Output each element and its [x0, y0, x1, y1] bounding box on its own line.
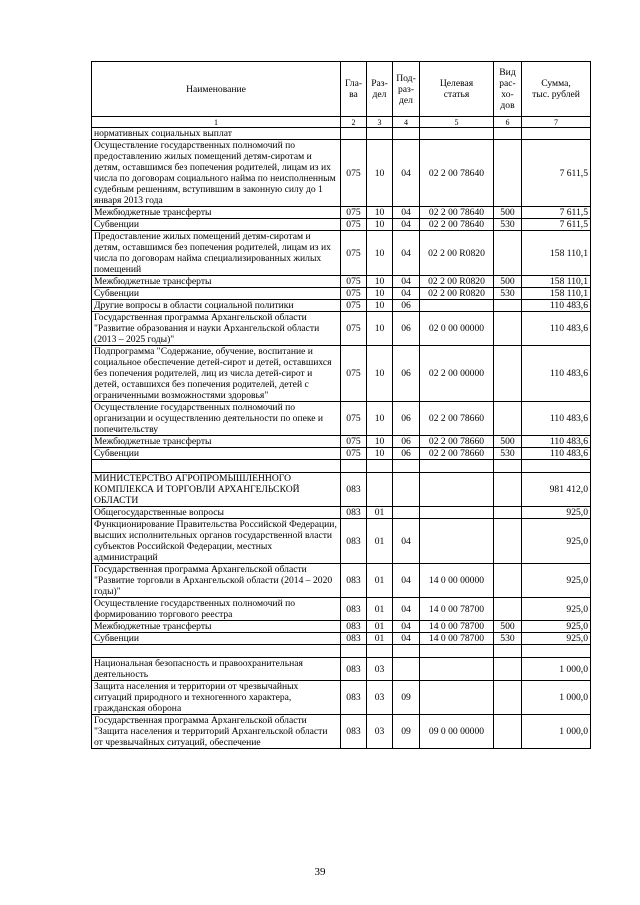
cell-chapter: 083	[341, 564, 367, 598]
cell-expense	[494, 645, 522, 658]
cell-expense: 530	[494, 219, 522, 231]
table-row	[92, 448, 591, 460]
table-row	[92, 598, 591, 621]
cell-sum: 925,0	[522, 598, 591, 621]
table-row	[92, 519, 591, 564]
column-number: 5	[420, 117, 494, 128]
cell-sum: 1 000,0	[522, 681, 591, 715]
cell-section: 10	[367, 402, 393, 436]
cell-section: 10	[367, 276, 393, 288]
cell-name: Субвенции	[92, 219, 341, 231]
table-row	[92, 346, 591, 402]
cell-subsection: 04	[393, 519, 420, 564]
table-row	[92, 312, 591, 346]
cell-subsection: 04	[393, 276, 420, 288]
cell-chapter: 083	[341, 621, 367, 633]
cell-chapter: 083	[341, 507, 367, 519]
cell-chapter: 075	[341, 231, 367, 276]
cell-section: 10	[367, 288, 393, 300]
cell-target: 02 2 00 R0820	[420, 276, 494, 288]
cell-subsection: 09	[393, 715, 420, 749]
cell-section: 01	[367, 507, 393, 519]
budget-table	[91, 61, 591, 749]
cell-name: Субвенции	[92, 288, 341, 300]
table-row	[92, 715, 591, 749]
cell-chapter: 075	[341, 300, 367, 312]
cell-expense	[494, 140, 522, 207]
cell-target: 14 0 00 00000	[420, 564, 494, 598]
cell-expense	[494, 312, 522, 346]
header-target: Целевая статья	[420, 62, 494, 117]
cell-section: 01	[367, 621, 393, 633]
cell-expense	[494, 460, 522, 473]
cell-subsection: 04	[393, 621, 420, 633]
cell-name: Межбюджетные трансферты	[92, 276, 341, 288]
cell-section: 10	[367, 300, 393, 312]
cell-chapter: 083	[341, 598, 367, 621]
cell-subsection: 04	[393, 219, 420, 231]
page-number: 39	[314, 866, 326, 878]
cell-target: 02 2 00 78660	[420, 448, 494, 460]
cell-section: 10	[367, 312, 393, 346]
cell-section	[367, 128, 393, 140]
cell-name: Подпрограмма "Содержание, обучение, воспитание и социальное обеспечение детей-сирот и детей, оставшихся без попечения родителей, лиц из числа детей-сирот и детей, оставшихся без попечения родителей, детей с ограниченными возможностями здоровья"	[92, 346, 341, 402]
cell-chapter: 075	[341, 288, 367, 300]
table-row	[92, 276, 591, 288]
cell-name: Осуществление государственных полномочий по формированию торгового реестра	[92, 598, 341, 621]
cell-sum: 925,0	[522, 621, 591, 633]
cell-subsection	[393, 460, 420, 473]
cell-expense: 500	[494, 207, 522, 219]
cell-chapter: 075	[341, 219, 367, 231]
cell-expense	[494, 473, 522, 507]
cell-sum: 925,0	[522, 633, 591, 645]
cell-subsection: 06	[393, 300, 420, 312]
cell-sum: 110 483,6	[522, 312, 591, 346]
cell-sum: 158 110,1	[522, 276, 591, 288]
cell-subsection: 04	[393, 207, 420, 219]
cell-sum: 1 000,0	[522, 715, 591, 749]
cell-sum: 110 483,6	[522, 402, 591, 436]
cell-target: 14 0 00 78700	[420, 621, 494, 633]
cell-name: Государственная программа Архангельской области "Защита населения и территорий Архангельской области от чрезвычайных ситуаций, обеспечение	[92, 715, 341, 749]
cell-name: Государственная программа Архангельской области "Развитие торговли в Архангельской области (2014 – 2020 годы)"	[92, 564, 341, 598]
cell-sum: 981 412,0	[522, 473, 591, 507]
cell-name: Межбюджетные трансферты	[92, 207, 341, 219]
cell-chapter: 075	[341, 402, 367, 436]
cell-name	[92, 645, 341, 658]
cell-chapter: 075	[341, 346, 367, 402]
cell-subsection	[393, 507, 420, 519]
cell-chapter: 083	[341, 519, 367, 564]
cell-target	[420, 519, 494, 564]
table-row	[92, 564, 591, 598]
cell-name: Национальная безопасность и правоохранительная деятельность	[92, 658, 341, 681]
cell-target	[420, 460, 494, 473]
cell-subsection: 04	[393, 564, 420, 598]
table-row	[92, 633, 591, 645]
cell-chapter	[341, 460, 367, 473]
cell-chapter: 075	[341, 448, 367, 460]
cell-target: 02 2 00 78640	[420, 219, 494, 231]
cell-sum	[522, 645, 591, 658]
cell-chapter: 083	[341, 633, 367, 645]
column-number-row	[92, 117, 591, 128]
cell-target: 02 2 00 78640	[420, 140, 494, 207]
table-body	[92, 128, 591, 749]
cell-section: 10	[367, 231, 393, 276]
cell-target: 02 2 00 78660	[420, 436, 494, 448]
cell-section	[367, 460, 393, 473]
cell-sum: 7 611,5	[522, 207, 591, 219]
cell-subsection: 04	[393, 140, 420, 207]
cell-sum	[522, 460, 591, 473]
table-row	[92, 300, 591, 312]
cell-section: 03	[367, 715, 393, 749]
cell-subsection	[393, 645, 420, 658]
cell-expense	[494, 231, 522, 276]
column-number: 2	[341, 117, 367, 128]
cell-expense: 500	[494, 436, 522, 448]
cell-target: 02 2 00 78640	[420, 207, 494, 219]
table-row	[92, 507, 591, 519]
table-row	[92, 402, 591, 436]
cell-expense	[494, 402, 522, 436]
header-section: Раз- дел	[367, 62, 393, 117]
table-row	[92, 621, 591, 633]
cell-sum: 158 110,1	[522, 288, 591, 300]
table-row	[92, 658, 591, 681]
header-name: Наименование	[92, 62, 341, 117]
cell-subsection: 06	[393, 346, 420, 402]
cell-section: 01	[367, 564, 393, 598]
cell-sum	[522, 128, 591, 140]
cell-section	[367, 473, 393, 507]
cell-chapter: 075	[341, 207, 367, 219]
cell-expense	[494, 507, 522, 519]
table-row	[92, 288, 591, 300]
cell-target	[420, 473, 494, 507]
cell-expense	[494, 300, 522, 312]
cell-section: 10	[367, 436, 393, 448]
cell-target: 02 2 00 R0820	[420, 231, 494, 276]
cell-sum: 925,0	[522, 519, 591, 564]
cell-expense	[494, 519, 522, 564]
table-header	[92, 62, 591, 128]
cell-section: 10	[367, 219, 393, 231]
cell-subsection: 09	[393, 681, 420, 715]
cell-sum: 158 110,1	[522, 231, 591, 276]
cell-chapter	[341, 645, 367, 658]
cell-section: 10	[367, 140, 393, 207]
cell-expense	[494, 681, 522, 715]
cell-section: 03	[367, 658, 393, 681]
cell-subsection: 06	[393, 402, 420, 436]
cell-sum: 7 611,5	[522, 219, 591, 231]
cell-name: Субвенции	[92, 633, 341, 645]
cell-sum: 110 483,6	[522, 300, 591, 312]
cell-subsection	[393, 128, 420, 140]
cell-chapter	[341, 128, 367, 140]
header-chapter: Гла- ва	[341, 62, 367, 117]
cell-name: Межбюджетные трансферты	[92, 436, 341, 448]
cell-sum: 925,0	[522, 507, 591, 519]
cell-expense	[494, 598, 522, 621]
spacer-row	[92, 460, 591, 473]
column-number: 7	[522, 117, 591, 128]
cell-expense	[494, 346, 522, 402]
cell-target	[420, 658, 494, 681]
cell-section: 10	[367, 448, 393, 460]
cell-expense: 500	[494, 276, 522, 288]
cell-target	[420, 645, 494, 658]
cell-expense: 530	[494, 633, 522, 645]
column-number: 3	[367, 117, 393, 128]
column-number: 1	[92, 117, 341, 128]
cell-section: 01	[367, 519, 393, 564]
cell-chapter: 075	[341, 436, 367, 448]
cell-chapter: 083	[341, 715, 367, 749]
cell-expense	[494, 658, 522, 681]
column-number: 6	[494, 117, 522, 128]
table-row	[92, 436, 591, 448]
cell-section	[367, 645, 393, 658]
cell-target	[420, 507, 494, 519]
header-expense: Вид рас- хо- дов	[494, 62, 522, 117]
cell-name: Другие вопросы в области социальной политики	[92, 300, 341, 312]
cell-sum: 1 000,0	[522, 658, 591, 681]
cell-expense: 500	[494, 621, 522, 633]
cell-target: 02 2 00 00000	[420, 346, 494, 402]
cell-chapter: 075	[341, 312, 367, 346]
cell-name: Субвенции	[92, 448, 341, 460]
header-subsection: Под- раз- дел	[393, 62, 420, 117]
cell-subsection: 06	[393, 448, 420, 460]
cell-name: Осуществление государственных полномочий по организации и осуществлению деятельности по опеке и попечительству	[92, 402, 341, 436]
cell-target: 02 2 00 R0820	[420, 288, 494, 300]
table-row	[92, 128, 591, 140]
spacer-row	[92, 645, 591, 658]
cell-expense	[494, 128, 522, 140]
cell-sum: 110 483,6	[522, 436, 591, 448]
cell-subsection: 06	[393, 436, 420, 448]
cell-subsection: 04	[393, 633, 420, 645]
cell-sum: 110 483,6	[522, 346, 591, 402]
cell-sum: 7 611,5	[522, 140, 591, 207]
cell-chapter: 083	[341, 658, 367, 681]
cell-name: нормативных социальных выплат	[92, 128, 341, 140]
table-row	[92, 231, 591, 276]
cell-name: Межбюджетные трансферты	[92, 621, 341, 633]
table-row	[92, 140, 591, 207]
cell-name: Общегосударственные вопросы	[92, 507, 341, 519]
cell-section: 03	[367, 681, 393, 715]
cell-section: 10	[367, 207, 393, 219]
cell-section: 01	[367, 633, 393, 645]
cell-subsection: 04	[393, 231, 420, 276]
table-row	[92, 681, 591, 715]
cell-chapter: 083	[341, 473, 367, 507]
cell-name	[92, 460, 341, 473]
cell-section: 01	[367, 598, 393, 621]
cell-name: Государственная программа Архангельской области "Развитие образования и науки Архангельской области (2013 – 2025 годы)"	[92, 312, 341, 346]
cell-target: 14 0 00 78700	[420, 598, 494, 621]
cell-target: 02 2 00 78660	[420, 402, 494, 436]
cell-target: 02 0 00 00000	[420, 312, 494, 346]
cell-expense	[494, 564, 522, 598]
cell-subsection: 06	[393, 312, 420, 346]
cell-name: МИНИСТЕРСТВО АГРОПРОМЫШЛЕННОГО КОМПЛЕКСА И ТОРГОВЛИ АРХАНГЕЛЬСКОЙ ОБЛАСТИ	[92, 473, 341, 507]
cell-expense: 530	[494, 448, 522, 460]
cell-chapter: 083	[341, 681, 367, 715]
cell-target: 09 0 00 00000	[420, 715, 494, 749]
cell-expense	[494, 715, 522, 749]
cell-expense: 530	[494, 288, 522, 300]
header-sum: Сумма, тыс. рублей	[522, 62, 591, 117]
cell-sum: 925,0	[522, 564, 591, 598]
cell-subsection	[393, 473, 420, 507]
ministry-row	[92, 473, 591, 507]
cell-chapter: 075	[341, 140, 367, 207]
cell-sum: 110 483,6	[522, 448, 591, 460]
cell-section: 10	[367, 346, 393, 402]
cell-subsection: 04	[393, 288, 420, 300]
cell-target	[420, 681, 494, 715]
column-number: 4	[393, 117, 420, 128]
cell-name: Функционирование Правительства Российской Федерации, высших исполнительных органов государственной власти субъектов Российской Федерации, местных администраций	[92, 519, 341, 564]
cell-subsection	[393, 658, 420, 681]
cell-subsection: 04	[393, 598, 420, 621]
table-row	[92, 207, 591, 219]
cell-name: Защита населения и территории от чрезвычайных ситуаций природного и техногенного характера, гражданская оборона	[92, 681, 341, 715]
cell-target: 14 0 00 78700	[420, 633, 494, 645]
cell-name: Осуществление государственных полномочий по предоставлению жилых помещений детям-сиротам и детям, оставшимся без попечения родителей, лицам из их числа по договорам социального найма по неисполненным судебным решениям, вступившим в законную силу до 1 января 2013 года	[92, 140, 341, 207]
cell-chapter: 075	[341, 276, 367, 288]
cell-name: Предоставление жилых помещений детям-сиротам и детям, оставшимся без попечения родителей, лицам из их числа по договорам найма специализированных жилых помещений	[92, 231, 341, 276]
cell-target	[420, 128, 494, 140]
table-row	[92, 219, 591, 231]
cell-target	[420, 300, 494, 312]
